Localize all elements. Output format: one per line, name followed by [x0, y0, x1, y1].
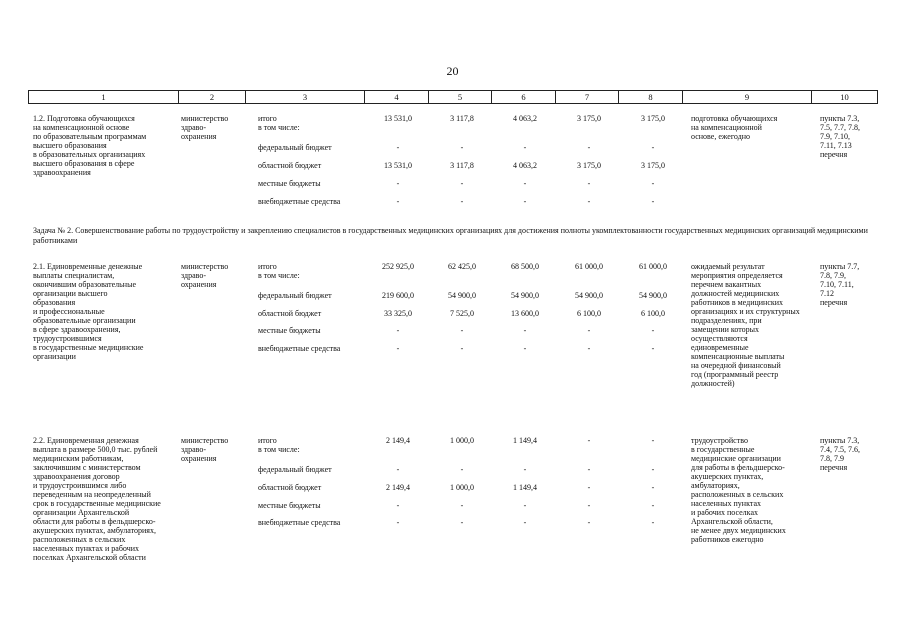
cell-c4: 13 531,0 [384, 114, 412, 123]
cell-c5: - [460, 326, 464, 335]
cell-c5: - [460, 501, 464, 510]
cell-c6: 1 149,4 [513, 436, 537, 445]
cell-c5: 7 525,0 [450, 309, 474, 318]
header-col-8: 8 [619, 91, 683, 103]
cell-c4: - [396, 518, 400, 527]
activity-name: 1.2. Подготовка обучающихся на компенсационной основе по образовательным программам высшего образования в образовательных организациях высшего образования в сфере здравоохранения [33, 114, 147, 177]
source-local: местные бюджеты [258, 179, 321, 188]
cell-c6: - [523, 143, 527, 152]
cell-c4: - [396, 465, 400, 474]
cell-c7: - [587, 501, 591, 510]
expected-result: ожидаемый результат мероприятия определяется перечнем вакантных должностей медицинских работников в медицинских организациях и их структурных подразделениях, при замещении которых осуществляются единовременные компенсационные выплаты на очередной финансовый год (программный реестр должностей) [691, 262, 800, 388]
cell-c6: - [523, 465, 527, 474]
cell-c7: - [587, 465, 591, 474]
executor: министерство здраво- охранения [181, 114, 229, 141]
cell-c8: - [651, 344, 655, 353]
cell-c8: 6 100,0 [641, 309, 665, 318]
cell-c8: - [651, 197, 655, 206]
cell-c6: - [523, 197, 527, 206]
indicator-refs: пункты 7.3, 7.4, 7.5, 7.6, 7.8, 7.9 перечня [820, 436, 860, 472]
source-local: местные бюджеты [258, 501, 321, 510]
cell-c8: 61 000,0 [639, 262, 667, 271]
cell-c8: 3 175,0 [641, 161, 665, 170]
header-col-10: 10 [840, 92, 849, 102]
cell-c8: - [651, 143, 655, 152]
executor: министерство здраво- охранения [181, 262, 229, 289]
cell-c5: 54 900,0 [448, 291, 476, 300]
cell-c7: 54 900,0 [575, 291, 603, 300]
source-federal: федеральный бюджет [258, 465, 332, 474]
cell-c4: - [396, 501, 400, 510]
cell-c6: - [523, 326, 527, 335]
source-federal: федеральный бюджет [258, 143, 332, 152]
cell-c7: - [587, 197, 591, 206]
source-federal: федеральный бюджет [258, 291, 332, 300]
cell-c6: 68 500,0 [511, 262, 539, 271]
expected-result: трудоустройство в государственные медицинские организации для работы в фельдшерско- акушерских пунктах, амбулаториях, расположенных в сельских населенных пунктах и рабочих поселках Архангельской области, не менее двух медицинских работников ежегодно [691, 436, 786, 544]
cell-c6: - [523, 518, 527, 527]
cell-c4: - [396, 179, 400, 188]
cell-c8: - [651, 326, 655, 335]
cell-c4: - [396, 197, 400, 206]
executor: министерство здраво- охранения [181, 436, 229, 463]
cell-c6: 1 149,4 [513, 483, 537, 492]
cell-c5: 1 000,0 [450, 483, 474, 492]
cell-c5: - [460, 197, 464, 206]
source-local: местные бюджеты [258, 326, 321, 335]
cell-c6: 4 063,2 [513, 161, 537, 170]
cell-c4: - [396, 143, 400, 152]
cell-c8: - [651, 179, 655, 188]
activity-name: 2.2. Единовременная денежная выплата в размере 500,0 тыс. рублей медицинским работникам, заключившим с министерством здравоохранения договор и трудоустроившимся либо переведенным на неопределенный срок в государственные медицинские организации Архангельской области для работы в фельдшерско- акушерских пунктах, амбулаториях, расположенных в сельских населенных пунктах и рабочих поселках Архангельской области [33, 436, 161, 562]
cell-c5: 1 000,0 [450, 436, 474, 445]
indicator-refs: пункты 7.3, 7.5, 7.7, 7.8, 7.9, 7.10, 7.11, 7.13 перечня [820, 114, 860, 159]
cell-c4: 13 531,0 [384, 161, 412, 170]
cell-c8: - [651, 436, 655, 445]
cell-c8: - [651, 518, 655, 527]
cell-c8: - [651, 483, 655, 492]
activity-name: 2.1. Единовременные денежные выплаты специалистам, окончившим образовательные организации высшего образования и профессиональные образовательные организации в сфере здравоохранения, трудоустроившимся в государственные медицинские организации [33, 262, 144, 361]
cell-c7: 6 100,0 [577, 309, 601, 318]
cell-c7: - [587, 143, 591, 152]
cell-c4: - [396, 326, 400, 335]
header-col-6: 6 [492, 91, 556, 103]
cell-c7: 3 175,0 [577, 161, 601, 170]
cell-c5: - [460, 179, 464, 188]
header-col-2: 2 [179, 91, 246, 103]
cell-c8: 3 175,0 [641, 114, 665, 123]
cell-c4: 2 149,4 [386, 436, 410, 445]
header-col-5: 5 [429, 91, 492, 103]
cell-c7: - [587, 436, 591, 445]
cell-c7: 3 175,0 [577, 114, 601, 123]
cell-c5: - [460, 143, 464, 152]
source-extrabudget: внебюджетные средства [258, 344, 341, 353]
source-regional: областной бюджет [258, 309, 322, 318]
cell-c7: - [587, 326, 591, 335]
cell-c8: - [651, 465, 655, 474]
header-col-1: 1 [29, 91, 179, 103]
cell-c6: - [523, 179, 527, 188]
header-col-7: 7 [556, 91, 619, 103]
cell-c7: - [587, 483, 591, 492]
cell-c8: - [651, 501, 655, 510]
source-extrabudget: внебюджетные средства [258, 197, 341, 206]
cell-c6: - [523, 501, 527, 510]
cell-c6: 13 600,0 [511, 309, 539, 318]
cell-c8: 54 900,0 [639, 291, 667, 300]
cell-c7: - [587, 344, 591, 353]
indicator-refs: пункты 7.7, 7.8, 7.9, 7.10, 7.11, 7.12 перечня [820, 262, 860, 307]
source-extrabudget: внебюджетные средства [258, 518, 341, 527]
expected-result: подготовка обучающихся на компенсационной основе, ежегодно [691, 114, 778, 141]
cell-c6: 54 900,0 [511, 291, 539, 300]
cell-c4: 33 325,0 [384, 309, 412, 318]
cell-c4: 2 149,4 [386, 483, 410, 492]
table-header [28, 90, 878, 104]
source-total: итого в том числе: [258, 436, 300, 454]
source-total: итого в том числе: [258, 262, 300, 280]
cell-c5: - [460, 465, 464, 474]
cell-c5: - [460, 344, 464, 353]
cell-c5: 3 117,8 [450, 114, 474, 123]
cell-c7: - [587, 518, 591, 527]
header-col-4: 4 [365, 91, 429, 103]
cell-c5: 62 425,0 [448, 262, 476, 271]
cell-c7: 61 000,0 [575, 262, 603, 271]
source-regional: областной бюджет [258, 161, 322, 170]
cell-c6: - [523, 344, 527, 353]
source-total: итого в том числе: [258, 114, 300, 132]
task-heading: Задача № 2. Совершенствование работы по трудоустройству и закреплению специалистов в государственных медицинских организациях для достижения полноты укомплектованности государственных медицинских организаций медицинскими работниками [33, 226, 868, 245]
header-col-3: 3 [246, 91, 365, 103]
cell-c4: 219 600,0 [382, 291, 414, 300]
cell-c5: - [460, 518, 464, 527]
source-regional: областной бюджет [258, 483, 322, 492]
cell-c4: - [396, 344, 400, 353]
cell-c7: - [587, 179, 591, 188]
page-number: 20 [446, 64, 459, 78]
header-col-9: 9 [683, 91, 812, 103]
cell-c4: 252 925,0 [382, 262, 414, 271]
cell-c5: 3 117,8 [450, 161, 474, 170]
cell-c6: 4 063,2 [513, 114, 537, 123]
